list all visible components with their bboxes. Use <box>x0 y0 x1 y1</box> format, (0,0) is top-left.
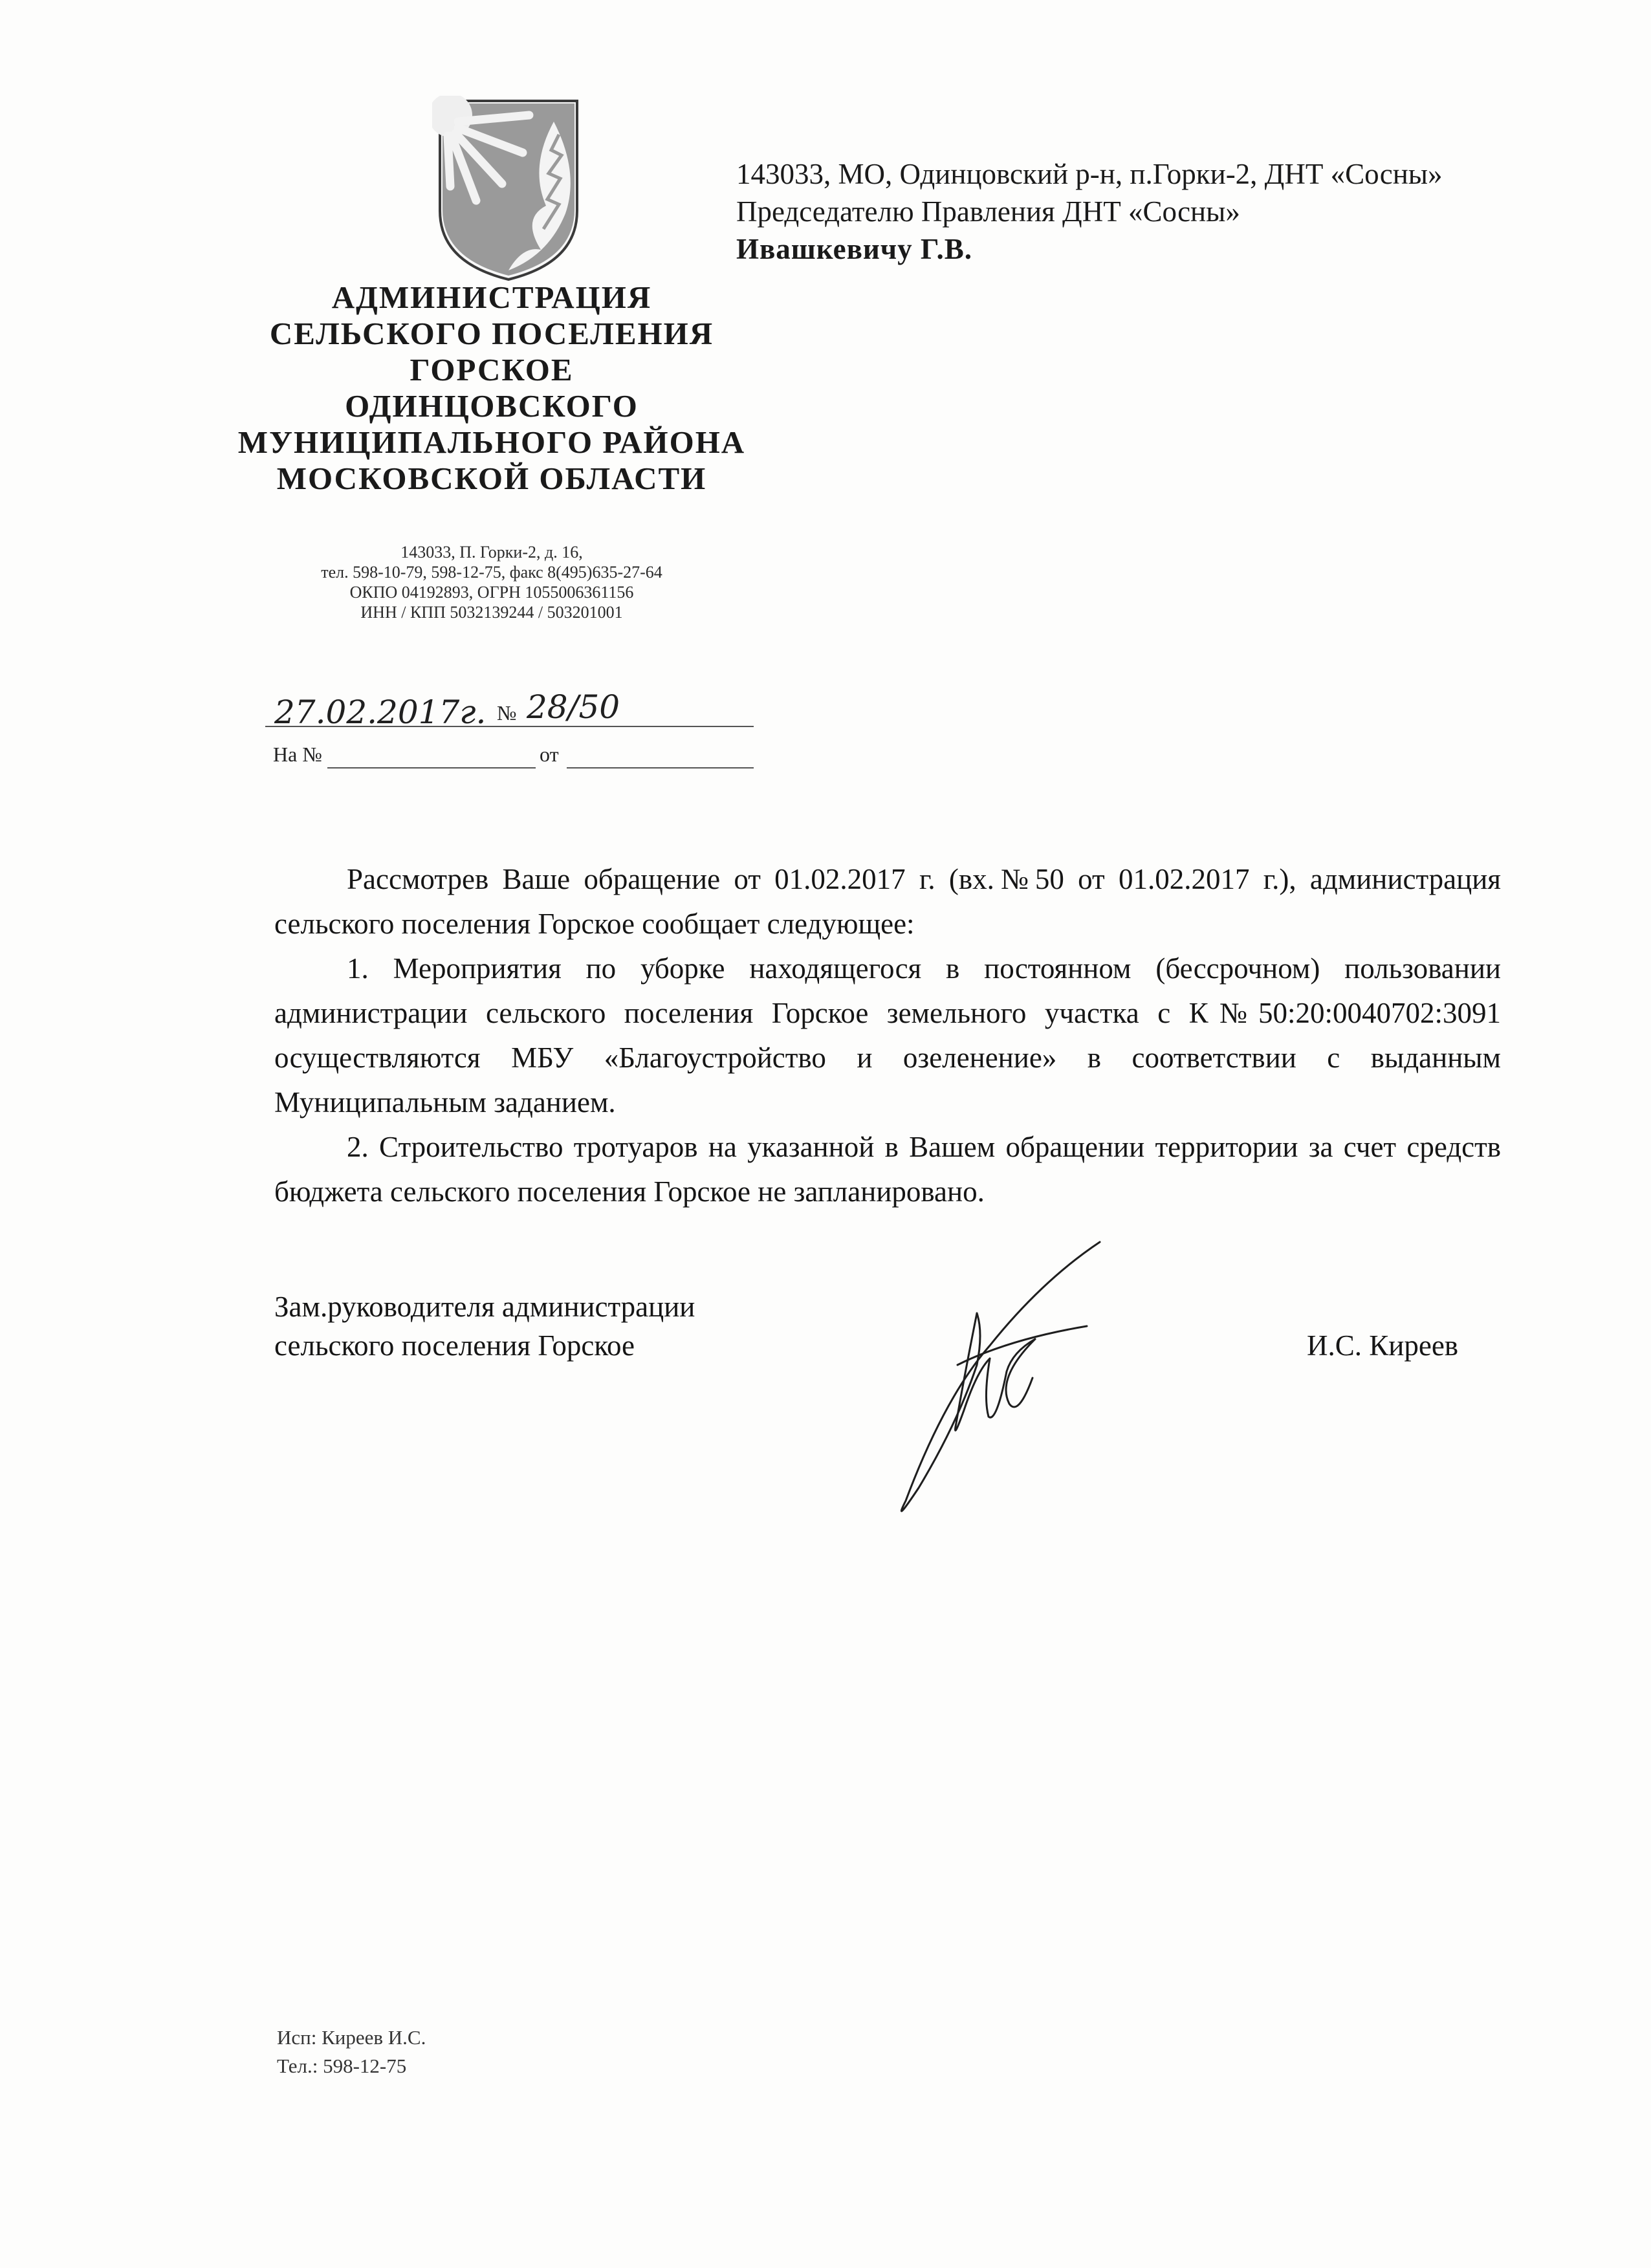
body-paragraph: 1. Мероприятия по уборке находящегося в постоянном (бессрочном) пользовании администрации сельского поселения Горское земельного участка с К№50:20:0040702:3091 осуществляются МБУ «Благоустройство и озеленение» в соответствии с выданным Муниципальным заданием. <box>274 952 1501 1118</box>
org-name-line: МУНИЦИПАЛЬНОГО РАЙОНА <box>237 424 746 460</box>
outgoing-date: 27.02.2017г. <box>274 693 487 731</box>
addressee-name: Ивашкевичу Г.В. <box>736 233 973 265</box>
outgoing-number: 28/50 <box>527 688 620 726</box>
coat-of-arms-icon <box>432 96 585 283</box>
sender-requisites <box>213 542 770 622</box>
addressee-block <box>736 155 1629 268</box>
reply-registration-line <box>265 740 757 772</box>
requisite-line: ИНН / КПП 5032139244 / 503201001 <box>360 603 623 622</box>
number-label: № <box>497 701 517 725</box>
executor-footer <box>277 2023 426 2080</box>
reply-label: На № <box>273 743 322 766</box>
org-name-line: ОДИНЦОВСКОГО <box>345 388 639 424</box>
signatory-position-line: Зам.руководителя администрации <box>274 1291 695 1323</box>
requisite-line: тел. 598-10-79, 598-12-75, факс 8(495)635-27-64 <box>321 563 662 582</box>
body-paragraph: Рассмотрев Ваше обращение от 01.02.2017 г. (вх.№50 от 01.02.2017 г.), администрация сельского поселения Горское сообщает следующее: <box>274 863 1501 940</box>
signature-icon <box>880 1229 1113 1514</box>
requisite-line: 143033, П. Горки-2, д. 16, <box>400 543 583 562</box>
executor-name: Исп: Киреев И.С. <box>277 2026 426 2049</box>
signatory-name: И.С. Киреев <box>1307 1329 1459 1362</box>
signatory-position <box>274 1287 695 1365</box>
org-name-line: АДМИНИСТРАЦИЯ <box>331 279 652 315</box>
org-name-line: МОСКОВСКОЙ ОБЛАСТИ <box>276 461 707 496</box>
sender-org-name <box>213 279 770 497</box>
addressee-address: 143033, МО, Одинцовский р-н, п.Горки-2, ДНТ «Сосны» <box>736 158 1443 190</box>
org-name-line: СЕЛЬСКОГО ПОСЕЛЕНИЯ <box>269 316 714 351</box>
executor-phone: Тел.: 598-12-75 <box>277 2055 407 2077</box>
outgoing-registration-line <box>265 688 757 731</box>
from-label: от <box>540 743 559 766</box>
requisite-line: ОКПО 04192893, ОГРН 1055006361156 <box>349 583 634 602</box>
letter-body <box>274 857 1501 1214</box>
signatory-position-line: сельского поселения Горское <box>274 1329 635 1362</box>
addressee-position: Председателю Правления ДНТ «Сосны» <box>736 195 1240 228</box>
org-name-line: ГОРСКОЕ <box>410 352 574 387</box>
body-paragraph: 2. Строительство тротуаров на указанной в Вашем обращении территории за счет средств бюджета сельского поселения Горское не запланировано. <box>274 1131 1501 1208</box>
